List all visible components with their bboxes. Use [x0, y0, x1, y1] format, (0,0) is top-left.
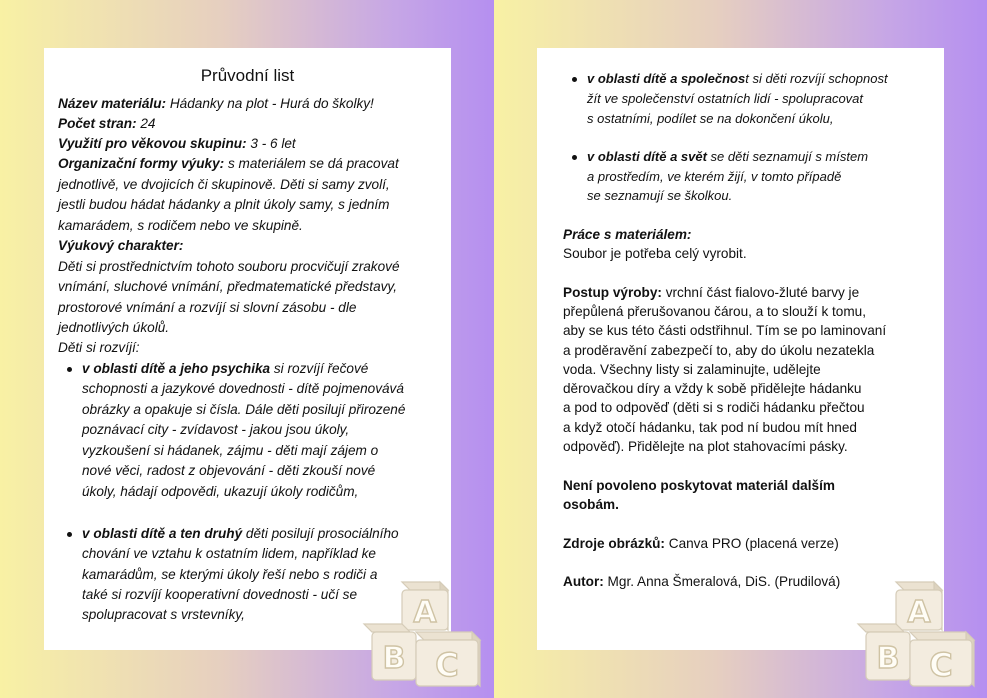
bullet-society-line: s ostatními, podílet se na dokončení úkolu, — [587, 111, 834, 126]
author-label: Autor: — [563, 574, 604, 589]
block-letter-c: C — [929, 646, 953, 684]
material-name-row — [58, 94, 374, 114]
teaching-character-line: prostorové vnímání a rozvíjí si slovní zásobu - dle — [58, 300, 357, 315]
document-title: Průvodní list — [200, 66, 295, 85]
bullet-society-heading: v oblasti dítě a společnos — [587, 71, 746, 86]
bullet-psyche-line: obrázky a opakuje si čísla. Dále děti posilují přirozené — [82, 402, 406, 417]
bullet-world-first-line: se děti seznamují s místem — [706, 149, 869, 164]
bullet-other-line: spolupracovat s vrstevníky, — [82, 607, 245, 622]
teaching-forms-label: Organizační formy výuky: — [58, 156, 225, 171]
block-letter-b: B — [876, 641, 900, 676]
teaching-character-line: vnímání, sluchové vnímání, předmatematické představy, — [58, 279, 397, 294]
teaching-character-line: jednotlivých úkolů. — [58, 320, 170, 335]
page-count-row — [58, 114, 155, 134]
block-letter-b: B — [382, 641, 406, 676]
production-procedure-line: voda. Všechny listy si zalaminujte, udělejte — [563, 362, 821, 377]
teaching-character-label: Výukový charakter: — [58, 238, 184, 253]
bullet-society-first-line: t si děti rozvíjí schopnost — [745, 71, 888, 86]
bullet-psyche-line: úkoly, hádají odpovědi, ukazují úkoly rodičům, — [82, 484, 359, 499]
teaching-forms-value: s materiálem se dá pracovat — [224, 156, 399, 171]
bullet-other-heading: v oblasti dítě a ten druhý — [82, 526, 243, 541]
bullet-psyche-line: vyzkoušení si hádanek, zájmu - děti mají zájem o — [82, 443, 379, 458]
production-procedure-line: přepůlená přerušovanou čárou, a to slouží k tomu, — [563, 304, 867, 319]
develops-label: Děti si rozvíjí: — [58, 340, 140, 355]
production-procedure-line: a proděravění zabezpečí to, aby do úkolu nezatekla — [563, 343, 875, 358]
bullet-psyche-first-line: si rozvíjí řečové — [270, 361, 369, 376]
production-procedure-row — [563, 283, 859, 303]
bullet-other-first-line: děti posilují prosociálního — [242, 526, 399, 541]
image-sources-value: Canva PRO (placená verze) — [664, 536, 839, 551]
block-letter-c: C — [435, 646, 459, 684]
bullet-society-line: žít ve společenství ostatních lidí - spolupracovat — [587, 91, 864, 106]
teaching-forms-row — [58, 154, 399, 174]
page-count-value: 24 — [136, 116, 156, 131]
production-procedure-line: děrovačkou díry a vždy k sobě přidělejte hádanku — [563, 381, 862, 396]
production-procedure-line: odpověď). Přidělejte na plot stahovacími pásky. — [563, 439, 848, 454]
author-row — [563, 572, 840, 592]
block-a — [896, 582, 942, 630]
abc-blocks-left — [362, 578, 486, 696]
teaching-forms-line: jestli budou hádat hádanky a plnit úkoly samy, s jedním — [58, 197, 390, 212]
bullet-psyche-heading: v oblasti dítě a jeho psychika — [82, 361, 271, 376]
left-document-card — [44, 48, 451, 650]
age-group-row — [58, 134, 296, 154]
bullet-psyche-line: poznávací city - zvídavost - jakou jsou úkoly, — [82, 422, 350, 437]
teaching-character-line: Děti si prostřednictvím tohoto souboru procvičují zrakové — [58, 259, 400, 274]
bullet-world-heading: v oblasti dítě a svět — [587, 149, 707, 164]
production-procedure-label: Postup výroby: — [563, 285, 662, 300]
abc-blocks-right — [856, 578, 980, 696]
material-name-value: Hádanky na plot - Hurá do školky! — [166, 96, 374, 111]
bullet-society — [587, 69, 888, 89]
block-c — [910, 632, 974, 686]
block-b — [858, 624, 910, 680]
bullet-other-line: také si rozvíjí kooperativní dovednosti - učí se — [82, 587, 358, 602]
bullet-psyche — [82, 359, 368, 379]
page-count-label: Počet stran: — [58, 116, 137, 131]
production-procedure-first-line: vrchní část fialovo-žluté barvy je — [661, 285, 860, 300]
bullet-world — [587, 147, 868, 167]
block-letter-a: A — [907, 595, 931, 630]
bullet-world-line: se seznamují se školkou. — [587, 188, 733, 203]
production-procedure-line: aby se kus této části odstřihnul. Tím se po laminovaní — [563, 323, 887, 338]
production-procedure-line: a pod to odpověď (děti si s rodiči hádanku přečtou — [563, 400, 865, 415]
work-with-material-value: Soubor je potřeba celý vyrobit. — [563, 246, 747, 261]
author-value: Mgr. Anna Šmeralová, DiS. (Prudilová) — [603, 574, 841, 589]
image-sources-row — [563, 534, 839, 554]
material-name-label: Název materiálu: — [58, 96, 167, 111]
block-letter-a: A — [413, 595, 437, 630]
age-group-label: Využití pro věkovou skupinu: — [58, 136, 247, 151]
bullet-psyche-line: schopnosti a jazykové dovednosti - dítě pojmenovává — [82, 381, 404, 396]
block-c — [416, 632, 480, 686]
teaching-forms-line: jednotlivě, ve dvojicích či skupinově. Děti si samy zvolí, — [58, 177, 390, 192]
age-group-value: 3 - 6 let — [246, 136, 296, 151]
bullet-other-line: kamarádům, se kterými úkoly řeší nebo s rodiči a — [82, 567, 378, 582]
block-a — [402, 582, 448, 630]
bullet-world-line: a prostředím, ve kterém žijí, v tomto případě — [587, 169, 842, 184]
right-document-card — [537, 48, 944, 650]
bullet-psyche-line: nové věci, radost z objevování - děti zkouší nové — [82, 463, 376, 478]
work-with-material-label: Práce s materiálem: — [563, 227, 692, 242]
block-b — [364, 624, 416, 680]
image-sources-label: Zdroje obrázků: — [563, 536, 665, 551]
bullet-other — [82, 524, 399, 544]
teaching-forms-line: kamarádem, s rodičem nebo ve skupině. — [58, 218, 303, 233]
bullet-other-line: chování ve vztahu k ostatním lidem, například ke — [82, 546, 376, 561]
distribution-notice-line: osobám. — [563, 497, 619, 512]
production-procedure-line: a když otočí hádanku, tak pod ní budou mít hned — [563, 420, 857, 435]
distribution-notice-line: Není povoleno poskytovat materiál dalším — [563, 478, 835, 493]
